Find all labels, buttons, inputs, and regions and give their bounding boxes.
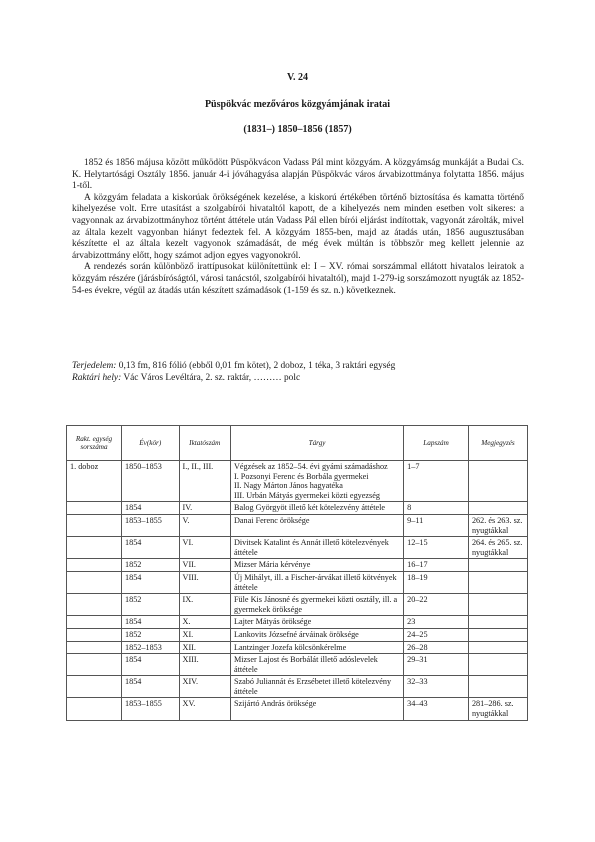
cell-subject [230, 628, 403, 641]
cell-year: 1854 [122, 676, 180, 698]
cell-pages: 34–43 [404, 698, 469, 720]
cell-subject [230, 559, 403, 572]
intro-text [72, 158, 524, 297]
table-row [67, 676, 528, 698]
intro-paragraph: A közgyám feladata a kiskorúak örökségének kezelése, a kiskorú értékében történő biztosítása és kamatta történő kihelyezése volt. Erre utasítást a szolgabírói hivataltól kapott, de a kihelyezés nem minden esetben volt sikeres: a vagyonnak az árvabizottmányhoz történt áttétele után Vadass Pál ellen bírói eljárást indítottak, vagyonát zárolták, mivel az általa kezelt vagyonban hiányt fedeztek fel. A közgyám 1855-ben, majd az átadás után, 1856 augusztusában készítette el az általa kezelt vagyonok számadását, de még évek múltán is többször meg kellett jelennie az árvabizottmány előtt, hogy számot adjon egyes vagyonokról. [72, 192, 524, 261]
section-code: V. 24 [287, 72, 308, 83]
inventory-table [66, 425, 528, 721]
cell-year: 1854 [122, 502, 180, 515]
cell-subject [230, 641, 403, 654]
cell-year: 1854 [122, 616, 180, 629]
cell-pages: 1–7 [404, 461, 469, 502]
cell-year: 1852–1853 [122, 641, 180, 654]
cell-subject [230, 698, 403, 720]
cell-year: 1852 [122, 628, 180, 641]
subject-line: Lankovits Józsefné árváinak öröksége [233, 629, 359, 639]
cell-number: IV. [179, 502, 230, 515]
cell-number: IX. [179, 594, 230, 616]
subject-line: I. Pozsonyi Ferenc és Borbála gyermekei [233, 471, 369, 481]
cell-pages: 20–22 [404, 594, 469, 616]
table-row [67, 537, 528, 559]
cell-note [468, 616, 527, 629]
cell-unit [67, 559, 122, 572]
subject-line: Lantzinger Jozefa kölcsönkérelme [233, 642, 347, 652]
cell-subject [230, 514, 403, 536]
cell-year: 1854 [122, 654, 180, 676]
cell-year: 1850–1853 [122, 461, 180, 502]
cell-number: VIII. [179, 571, 230, 593]
cell-number: VII. [179, 559, 230, 572]
cell-note: 264. és 265. sz. nyugtákkal [468, 537, 527, 559]
cell-unit [67, 514, 122, 536]
cell-number: XV. [179, 698, 230, 720]
cell-unit [67, 502, 122, 515]
cell-unit [67, 676, 122, 698]
col-number-header: Iktatószám [179, 426, 230, 461]
extent-value: 0,13 fm, 816 fólió (ebből 0,01 fm kötet), 2 doboz, 1 téka, 3 raktári egység [116, 361, 396, 371]
table-row [67, 654, 528, 676]
cell-subject [230, 676, 403, 698]
cell-subject [230, 461, 403, 502]
cell-subject [230, 571, 403, 593]
cell-pages: 23 [404, 616, 469, 629]
subject-line: Divitsek Katalint és Annát illető kötelezvények áttétele [233, 538, 389, 557]
intro-paragraph: A rendezés során különböző irattípusokat különítettünk el: I – XV. római sorszámmal ellátott hivatalos leiratok a közgyám részére (járásbíróságtól, városi tanácstól, szolgabírói hivataltól), majd 1-279-ig sorszámozott nyugták az 1852-54-es évekre, végül az átadás után készített számadások (1-159 és sz. n.) következnek. [72, 262, 524, 296]
table-row [67, 641, 528, 654]
cell-subject [230, 616, 403, 629]
subject-line: Végzések az 1852–54. évi gyámi számadáshoz [233, 462, 388, 471]
subject-line: Új Mihályt, ill. a Fischer-árvákat illető kötvények áttétele [233, 572, 397, 592]
cell-unit [67, 594, 122, 616]
table-row [67, 698, 528, 720]
subject-line: Mizser Lajost és Borbálát illető adóslevelek áttétele [233, 655, 378, 674]
cell-number: XIV. [179, 676, 230, 698]
cell-pages: 24–25 [404, 628, 469, 641]
col-subject-header: Tárgy [230, 426, 403, 461]
cell-note [468, 571, 527, 593]
table-row [67, 594, 528, 616]
cell-year: 1854 [122, 571, 180, 593]
table-body [67, 461, 528, 721]
cell-note: 281–286. sz. nyugtákkal [468, 698, 527, 720]
cell-number: X. [179, 616, 230, 629]
cell-year: 1853–1855 [122, 698, 180, 720]
cell-unit [67, 571, 122, 593]
col-pages-header: Lapszám [404, 426, 469, 461]
cell-pages: 29–31 [404, 654, 469, 676]
cell-note [468, 559, 527, 572]
table-row [67, 628, 528, 641]
col-year-header: Év(kör) [122, 426, 180, 461]
cell-number: VI. [179, 537, 230, 559]
table-row [67, 559, 528, 572]
col-unit-header: Rakt. egység sorszáma [67, 426, 122, 461]
cell-note [468, 594, 527, 616]
cell-pages: 8 [404, 502, 469, 515]
table-row [67, 571, 528, 593]
cell-note [468, 641, 527, 654]
cell-pages: 12–15 [404, 537, 469, 559]
location-line [72, 372, 532, 384]
cell-note [468, 502, 527, 515]
cell-pages: 26–28 [404, 641, 469, 654]
cell-year: 1854 [122, 537, 180, 559]
fonds-title: Püspökvác mezőváros közgyámjának iratai [204, 99, 391, 110]
table-row [67, 502, 528, 515]
subject-line: Danai Ferenc öröksége [233, 515, 310, 525]
subject-line: II. Nagy Márton János hagyatéka [233, 481, 343, 491]
subject-line: Mizser Mária kérvénye [233, 560, 311, 570]
cell-number: I., II., III. [179, 461, 230, 502]
extent-line [72, 360, 532, 372]
cell-unit: 1. doboz [67, 461, 122, 502]
table-header-row [67, 426, 528, 461]
cell-note [468, 676, 527, 698]
cell-subject [230, 537, 403, 559]
cell-note: 262. és 263. sz. nyugtákkal [468, 514, 527, 536]
cell-unit [67, 628, 122, 641]
location-value: Vác Város Levéltára, 2. sz. raktár, ……… polc [121, 373, 301, 383]
subject-line: Füle Kis Jánosné és gyermekei közti osztály, ill. a gyermekek öröksége [233, 595, 398, 614]
extent-label: Terjedelem: [72, 361, 117, 371]
table-row [67, 461, 528, 502]
cell-year: 1852 [122, 594, 180, 616]
cell-subject [230, 502, 403, 515]
subject-line: Balog Györgyöt illető két kötelezvény áttétele [233, 503, 386, 513]
cell-pages: 9–11 [404, 514, 469, 536]
cell-number: XIII. [179, 654, 230, 676]
cell-note [468, 461, 527, 502]
location-label: Raktári hely: [72, 373, 122, 383]
cell-note [468, 628, 527, 641]
cell-unit [67, 537, 122, 559]
cell-unit [67, 641, 122, 654]
cell-pages: 18–19 [404, 571, 469, 593]
date-range: (1831–) 1850–1856 (1857) [243, 124, 352, 135]
cell-number: XI. [179, 628, 230, 641]
subject-line: Lajter Mátyás öröksége [233, 617, 312, 627]
cell-year: 1852 [122, 559, 180, 572]
cell-year: 1853–1855 [122, 514, 180, 536]
cell-unit [67, 654, 122, 676]
cell-number: V. [179, 514, 230, 536]
fonds-metadata [72, 360, 532, 384]
cell-unit [67, 616, 122, 629]
table-row [67, 616, 528, 629]
subject-line: Szabó Juliannát és Erzsébetet illető kötelezvény áttétele [233, 677, 392, 696]
subject-line: Szijártó András öröksége [233, 699, 317, 709]
col-note-header: Megjegyzés [468, 426, 527, 461]
cell-pages: 32–33 [404, 676, 469, 698]
cell-subject [230, 654, 403, 676]
subject-line: III. Urbán Mátyás gyermekei közti egyezség [233, 490, 380, 500]
cell-unit [67, 698, 122, 720]
cell-note [468, 654, 527, 676]
cell-pages: 16–17 [404, 559, 469, 572]
table-row [67, 514, 528, 536]
intro-paragraph: 1852 és 1856 májusa között működött Püspökvácon Vadass Pál mint közgyám. A közgyámság munkáját a Budai Cs. K. Helytartósági Osztály 1856. január 4-i jóváhagyása alapján Püspökvác város árvabizottmánya folytatta 1856. május 1-től. [72, 158, 524, 192]
cell-subject [230, 594, 403, 616]
cell-number: XII. [179, 641, 230, 654]
